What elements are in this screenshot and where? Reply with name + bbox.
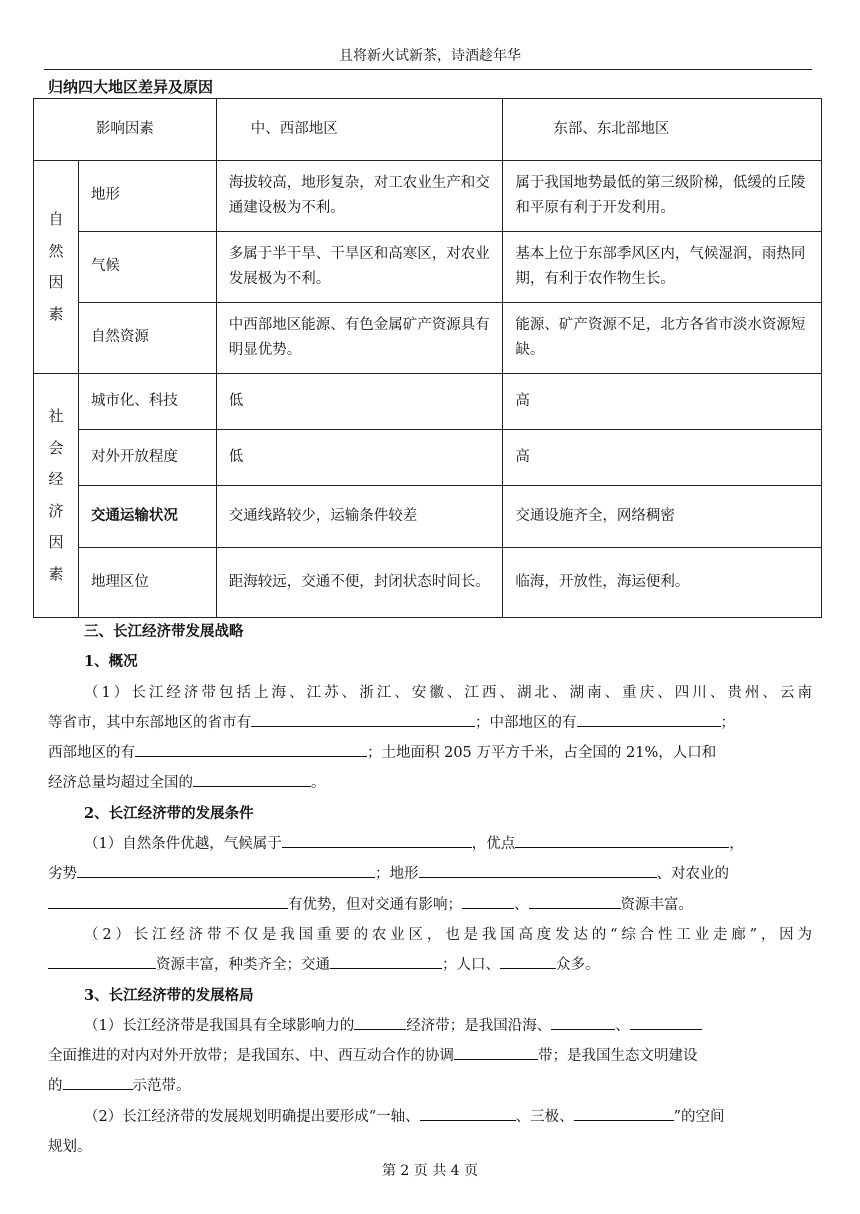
text-span: ； bbox=[720, 714, 735, 731]
row-west: 海拔较高，地形复杂，对工农业生产和交通建设极为不利。 bbox=[216, 161, 503, 232]
row-east: 能源、矿产资源不足，北方各省市淡水资源短缺。 bbox=[503, 303, 822, 374]
header-west: 中、西部地区 bbox=[216, 99, 503, 161]
text-span: 资源丰富，种类齐全；交通 bbox=[156, 957, 330, 974]
fill-blank[interactable] bbox=[529, 891, 621, 909]
fill-blank[interactable] bbox=[282, 830, 472, 848]
text-span: ；人口、 bbox=[442, 957, 500, 974]
paragraph-line bbox=[48, 950, 812, 980]
row-factor: 对外开放程度 bbox=[78, 430, 216, 486]
natural-factors-group bbox=[34, 161, 79, 374]
fill-blank[interactable] bbox=[193, 769, 311, 787]
fill-blank[interactable] bbox=[574, 1103, 674, 1121]
row-west: 低 bbox=[216, 374, 503, 430]
heading-pattern: 3、长江经济带的发展格局 bbox=[84, 986, 254, 1004]
paragraph-line bbox=[48, 859, 812, 889]
text-span: ；土地面积 205 万平方千米，占全国的 21%，人口和 bbox=[367, 745, 717, 762]
paragraph-line bbox=[48, 1102, 812, 1132]
paragraph-line bbox=[48, 738, 812, 768]
fill-blank[interactable] bbox=[48, 891, 288, 909]
row-west: 交通线路较少，运输条件较差 bbox=[216, 486, 503, 548]
natural-factors-label: 自然因素 bbox=[48, 210, 64, 323]
heading-conditions: 2、长江经济带的发展条件 bbox=[84, 804, 254, 822]
row-factor: 地形 bbox=[78, 161, 216, 232]
row-factor: 自然资源 bbox=[78, 303, 216, 374]
text-span: 资源丰富。 bbox=[620, 896, 693, 913]
heading-yangtze-strategy: 三、长江经济带发展战略 bbox=[84, 623, 244, 640]
fill-blank[interactable] bbox=[48, 951, 156, 969]
table-row bbox=[34, 374, 822, 430]
text-span: 、三极、 bbox=[515, 1108, 574, 1125]
text-span: 、对农业的 bbox=[656, 866, 729, 883]
paragraph-line bbox=[48, 768, 812, 798]
text-span: 经济带；是我国沿海、 bbox=[406, 1017, 552, 1034]
text-span: 、 bbox=[514, 896, 529, 913]
fill-blank[interactable] bbox=[462, 891, 514, 909]
text-span: （1）长江经济带是我国具有全球影响力的 bbox=[84, 1017, 355, 1034]
fill-blank[interactable] bbox=[500, 951, 556, 969]
header-factor: 影响因素 bbox=[34, 99, 217, 161]
header-divider bbox=[44, 69, 812, 70]
text-span: 、 bbox=[615, 1017, 630, 1034]
text-span: （1）自然条件优越，气候属于 bbox=[84, 836, 282, 853]
row-factor: 城市化、科技 bbox=[78, 374, 216, 430]
paragraph-line bbox=[48, 1041, 812, 1071]
fill-blank[interactable] bbox=[419, 860, 657, 878]
text-span: 带；是我国生态文明建设 bbox=[538, 1048, 698, 1065]
text-span: ；中部地区的有 bbox=[475, 714, 577, 731]
page-header: 且将新火试新茶，诗酒趁年华 bbox=[339, 48, 521, 64]
row-east: 属于我国地势最低的第三级阶梯，低缓的丘陵和平原有利于开发利用。 bbox=[503, 161, 822, 232]
fill-blank[interactable] bbox=[330, 951, 442, 969]
section-title: 归纳四大地区差异及原因 bbox=[48, 78, 214, 96]
fill-blank[interactable] bbox=[577, 709, 721, 727]
paragraph-line bbox=[48, 829, 812, 859]
row-east: 交通设施齐全，网络稠密 bbox=[503, 486, 822, 548]
text-span: ；地形 bbox=[375, 866, 419, 883]
table-row bbox=[34, 161, 822, 232]
paragraph-line bbox=[48, 708, 812, 738]
table-row bbox=[34, 232, 822, 303]
text-span: ，优点 bbox=[471, 836, 516, 853]
paragraph-line bbox=[48, 890, 812, 920]
row-factor: 交通运输状况 bbox=[78, 486, 216, 548]
fill-blank[interactable] bbox=[63, 1072, 133, 1090]
paragraph-line: （1）长江经济带包括上海、江苏、浙江、安徽、江西、湖北、湖南、重庆、四川、贵州、云南 bbox=[84, 684, 812, 701]
text-span: 西部地区的有 bbox=[48, 745, 135, 762]
heading-overview: 1、概况 bbox=[84, 653, 138, 671]
text-span: 经济总量均超过全国的 bbox=[48, 775, 193, 792]
paragraph-line: 规划。 bbox=[48, 1139, 92, 1156]
row-west: 中西部地区能源、有色金属矿产资源具有明显优势。 bbox=[216, 303, 503, 374]
social-factors-label: 社会经济因素 bbox=[48, 407, 64, 583]
fill-blank[interactable] bbox=[515, 830, 729, 848]
paragraph-line: （2）长江经济带不仅是我国重要的农业区，也是我国高度发达的“综合性工业走廊”，因为 bbox=[84, 926, 812, 943]
text-span: （2）长江经济带的发展规划明确提出要形成“一轴、 bbox=[84, 1108, 420, 1125]
text-span: 等省市，其中东部地区的省市有 bbox=[48, 714, 251, 731]
text-span: 全面推进的对内对外开放带；是我国东、中、西互动合作的协调 bbox=[48, 1048, 454, 1065]
row-factor: 地理区位 bbox=[78, 548, 216, 618]
fill-blank[interactable] bbox=[77, 860, 375, 878]
row-east: 临海，开放性，海运便利。 bbox=[503, 548, 822, 618]
text-span: 示范带。 bbox=[132, 1078, 191, 1095]
row-west: 低 bbox=[216, 430, 503, 486]
table-row bbox=[34, 486, 822, 548]
row-east: 高 bbox=[503, 374, 822, 430]
text-span: 有优势，但对交通有影响； bbox=[288, 896, 462, 913]
row-west: 距海较远，交通不便，封闭状态时间长。 bbox=[216, 548, 503, 618]
row-west: 多属于半干旱、干旱区和高寒区，对农业发展极为不利。 bbox=[216, 232, 503, 303]
text-span: 劣势 bbox=[48, 866, 77, 883]
page-footer: 第 2 页 共 4 页 bbox=[381, 1163, 479, 1179]
fill-blank[interactable] bbox=[251, 709, 475, 727]
social-factors-group bbox=[34, 374, 79, 618]
fill-blank[interactable] bbox=[630, 1012, 702, 1030]
fill-blank[interactable] bbox=[551, 1012, 615, 1030]
fill-blank[interactable] bbox=[135, 739, 367, 757]
fill-blank[interactable] bbox=[354, 1012, 406, 1030]
table-row bbox=[34, 548, 822, 618]
table-row bbox=[34, 430, 822, 486]
comparison-table bbox=[33, 98, 822, 618]
text-span: 众多。 bbox=[556, 957, 600, 974]
row-factor: 气候 bbox=[78, 232, 216, 303]
text-span: ， bbox=[729, 836, 744, 853]
text-span: ”的空间 bbox=[673, 1108, 725, 1125]
fill-blank[interactable] bbox=[454, 1042, 538, 1060]
worksheet-content bbox=[48, 617, 812, 1162]
text-span: 的 bbox=[48, 1078, 63, 1095]
row-east: 高 bbox=[503, 430, 822, 486]
header-east: 东部、东北部地区 bbox=[503, 99, 822, 161]
row-east: 基本上位于东部季风区内，气候湿润，雨热同期，有利于农作物生长。 bbox=[503, 232, 822, 303]
table-row bbox=[34, 303, 822, 374]
table-header-row bbox=[34, 99, 822, 161]
paragraph-line bbox=[48, 1011, 812, 1041]
text-span: 。 bbox=[311, 775, 326, 792]
fill-blank[interactable] bbox=[420, 1103, 516, 1121]
paragraph-line bbox=[48, 1071, 812, 1101]
